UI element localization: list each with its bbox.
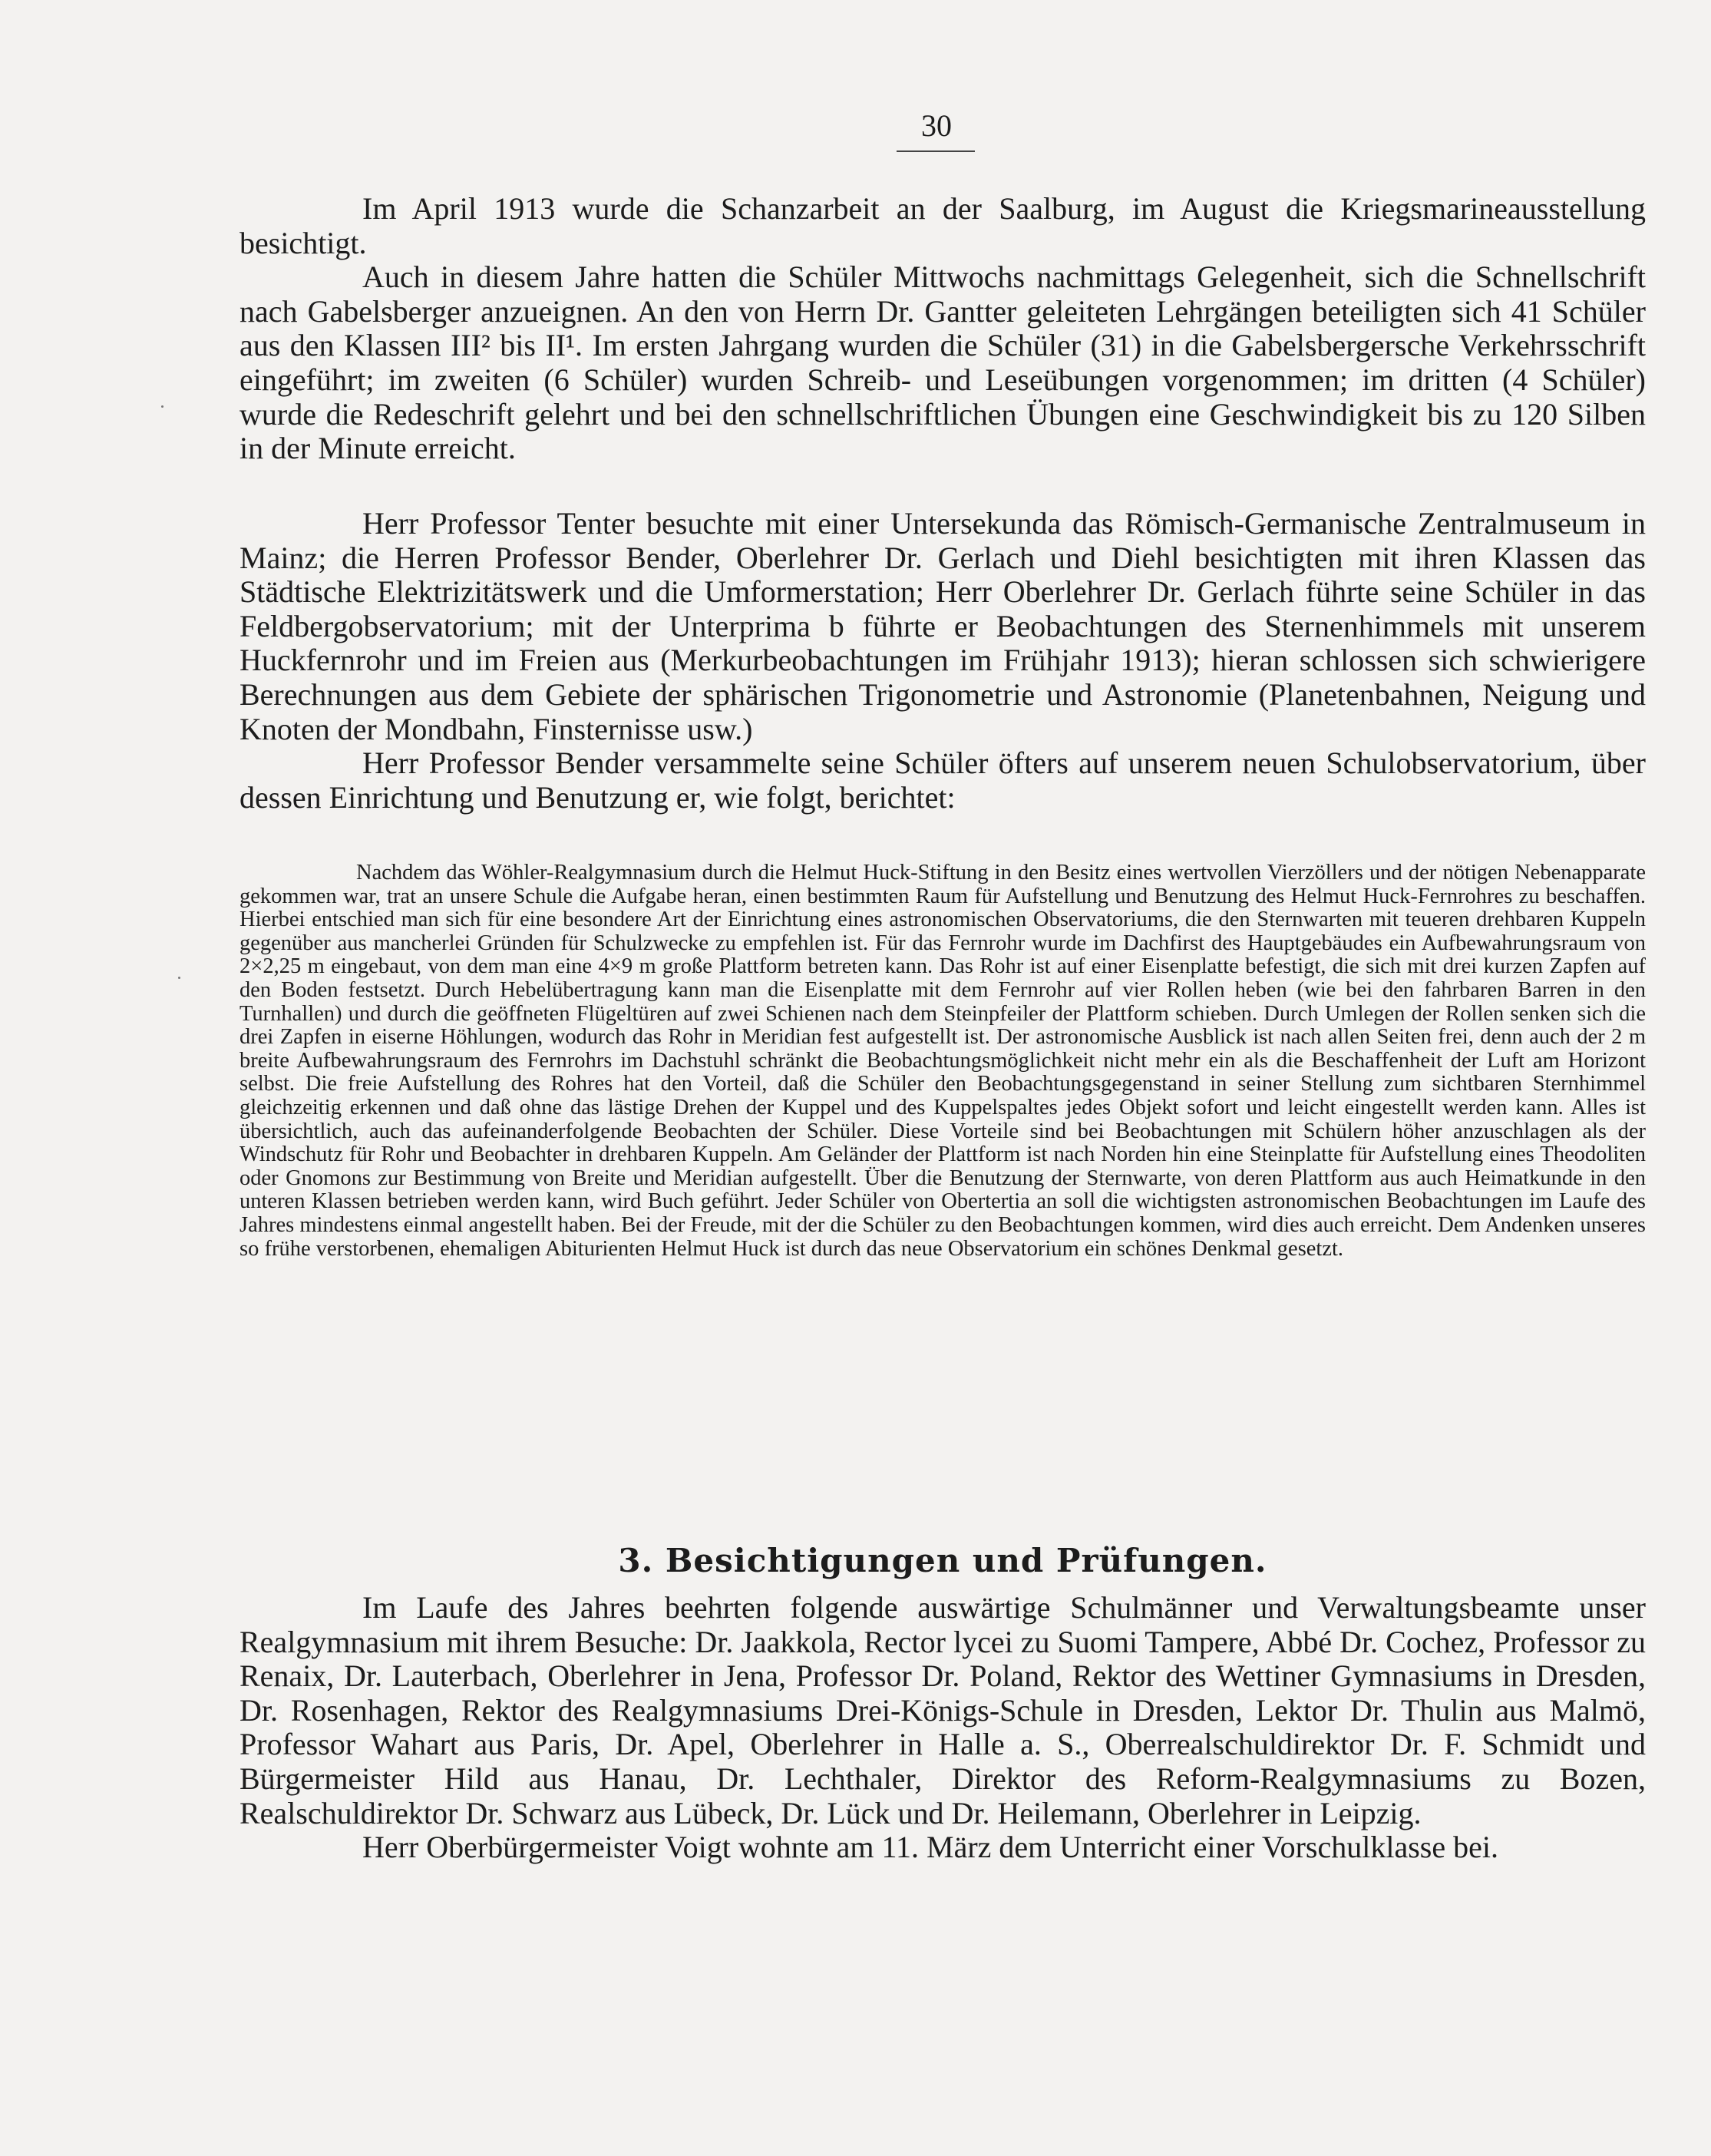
paragraph-stenography: Auch in diesem Jahre hatten die Schüler Mittwochs nachmittags Gelegenheit, sich die Schnellschrift nach Gabelsberger anzueignen. An den von Herrn Dr. Gantter geleiteten Lehrgängen beteiligten sich 41 Schüler aus den Klassen III² bis II¹. Im ersten Jahrgang wurden die Schüler (31) in die Gabelsbergersche Verkehrsschrift eingeführt; im zweiten (6 Schüler) wurden Schreib- und Leseübungen vorgenommen; im dritten (4 Schüler) wurde die Redeschrift gelehrt und bei den schnellschriftlichen Übungen eine Geschwindigkeit bis zu 120 Silben in der Minute erreicht.: [239, 260, 1646, 466]
observatory-report-text: Nachdem das Wöhler-Realgymnasium durch die Helmut Huck-Stiftung in den Besitz eines wertvollen Vierzöllers und der nötigen Nebenapparate gekommen war, trat an unsere Schule die Aufgabe heran, einen bestimmten Raum für Aufstellung und Benutzung des Helmut Huck-Fernrohres zu beschaffen. Hierbei entschied man sich für eine besondere Art der Einrichtung eines astronomischen Observatoriums, die den Sternwarten mit teueren drehbaren Kuppeln gegenüber aus mancherlei Gründen für Schulzwecke zu empfehlen ist. Für das Fernrohr wurde im Dachfirst des Hauptgebäudes ein Aufbewahrungsraum von 2×2,25 m eingebaut, von dem man eine 4×9 m große Plattform betreten kann. Das Rohr ist auf einer Eisenplatte befestigt, die sich mit drei kurzen Zapfen auf den Boden festsetzt. Durch Hebelübertragung kann man die Eisenplatte mit dem Fernrohr auf vier Rollen heben (wie bei den fahrbaren Barren in den Turnhallen) und durch die geöffneten Flügeltüren auf zwei Schienen nach dem Steinpfeiler der Plattform schieben. Durch Umlegen der Rollen senken sich die drei Zapfen in eiserne Höhlungen, wodurch das Rohr in Meridian fest aufgestellt ist. Der astronomische Ausblick ist nach allen Seiten frei, denn auch der 2 m breite Aufbewahrungsraum des Fernrohrs im Dachstuhl schränkt die Beobachtungsmöglichkeit nicht mehr ein als die Beschaffenheit der Luft am Horizont selbst. Die freie Aufstellung des Rohres hat den Vorteil, daß die Schüler den Beobachtungsgegenstand in seiner Stellung zum sichtbaren Sternhimmel gleichzeitig erkennen und daß ohne das lästige Drehen der Kuppel und des Kuppelspaltes jedes Objekt sofort und leicht eingestellt werden kann. Alles ist übersichtlich, auch das aufeinanderfolgende Beobachten der Schüler. Diese Vorteile sind bei Beobachtungen mit Schülern höher anzuschlagen als der Windschutz für Rohr und Beobachter in drehbaren Kuppeln. Am Geländer der Plattform ist nach Norden hin eine Steinplatte für Aufstellung eines Theodoliten oder Gnomons zur Bestimmung von Breite und Meridian aufgestellt. Über die Benutzung der Sternwarte, von deren Plattform aus auch Heimatkunde in den unteren Klassen betrieben werden kann, wird Buch geführt. Jeder Schüler von Obertertia an soll die wichtigsten astronomischen Beobachtungen im Laufe des Jahres mindestens einmal angestellt haben. Bei der Freude, mit der die Schüler zu den Beobachtungen kommen, wird dies auch erreicht. Dem Andenken unseres so frühe verstorbenen, ehemaligen Abiturienten Helmut Huck ist durch das neue Observatorium ein schönes Denkmal gesetzt.: [239, 861, 1646, 1261]
page-number: 30: [921, 108, 952, 143]
paragraph-observatory-intro: Herr Professor Bender versammelte seine Schüler öfters auf unserem neuen Schulobservatorium, über dessen Einrichtung und Benutzung er, wie folgt, berichtet:: [239, 746, 1646, 815]
page-number-rule: [897, 150, 975, 152]
paragraph-museum-visits: Herr Professor Tenter besuchte mit einer Untersekunda das Römisch-Germanische Zentralmuseum in Mainz; die Herren Professor Bender, Oberlehrer Dr. Gerlach und Diehl besichtigten mit ihren Klassen das Städtische Elektrizitätswerk und die Umformerstation; Herr Oberlehrer Dr. Gerlach führte seine Schüler in das Feldbergobservatorium; mit der Unterprima b führte er Beobachtungen des Sternenhimmels mit unserem Huckfernrohr und im Freien aus (Merkurbeobachtungen im Frühjahr 1913); hieran schlossen sich schwierigere Berechnungen aus dem Gebiete der sphärischen Trigonometrie und Astronomie (Planetenbahnen, Neigung und Knoten der Mondbahn, Finsternisse usw.): [239, 506, 1646, 746]
section-heading: 3. Besichtigungen und Prüfungen.: [618, 1542, 1267, 1579]
observatory-report: [239, 861, 1646, 1261]
scan-speck: [161, 405, 164, 408]
scan-speck: [178, 977, 180, 979]
paragraph-group-visits: [239, 507, 1646, 815]
paragraph-group-excursions: [239, 192, 1646, 466]
paragraph-mayor-visit: Herr Oberbürgermeister Voigt wohnte am 11. März dem Unterricht einer Vorschulklasse bei.: [362, 1830, 1498, 1865]
paragraph-group-guests: [239, 1591, 1646, 1865]
paragraph-saalburg: Im April 1913 wurde die Schanzarbeit an der Saalburg, im August die Kriegsmarineausstellung besichtigt.: [239, 191, 1646, 260]
paragraph-guest-visitors: Im Laufe des Jahres beehrten folgende auswärtige Schulmänner und Verwaltungsbeamte unser Realgymnasium mit ihrem Besuche: Dr. Jaakkola, Rector lycei zu Suomi Tampere, Abbé Dr. Cochez, Professor zu Renaix, Dr. Lauterbach, Oberlehrer in Jena, Professor Dr. Poland, Rektor des Wettiner Gymnasiums in Dresden, Dr. Rosenhagen, Rektor des Realgymnasiums Drei-Königs-Schule in Dresden, Lektor Dr. Thulin aus Malmö, Professor Wahart aus Paris, Dr. Apel, Oberlehrer in Halle a. S., Oberrealschuldirektor Dr. F. Schmidt und Bürgermeister Hild aus Hanau, Dr. Lechthaler, Direktor des Reform-Realgymnasiums zu Bozen, Realschuldirektor Dr. Schwarz aus Lübeck, Dr. Lück und Dr. Heilemann, Oberlehrer in Leipzig.: [239, 1590, 1646, 1830]
